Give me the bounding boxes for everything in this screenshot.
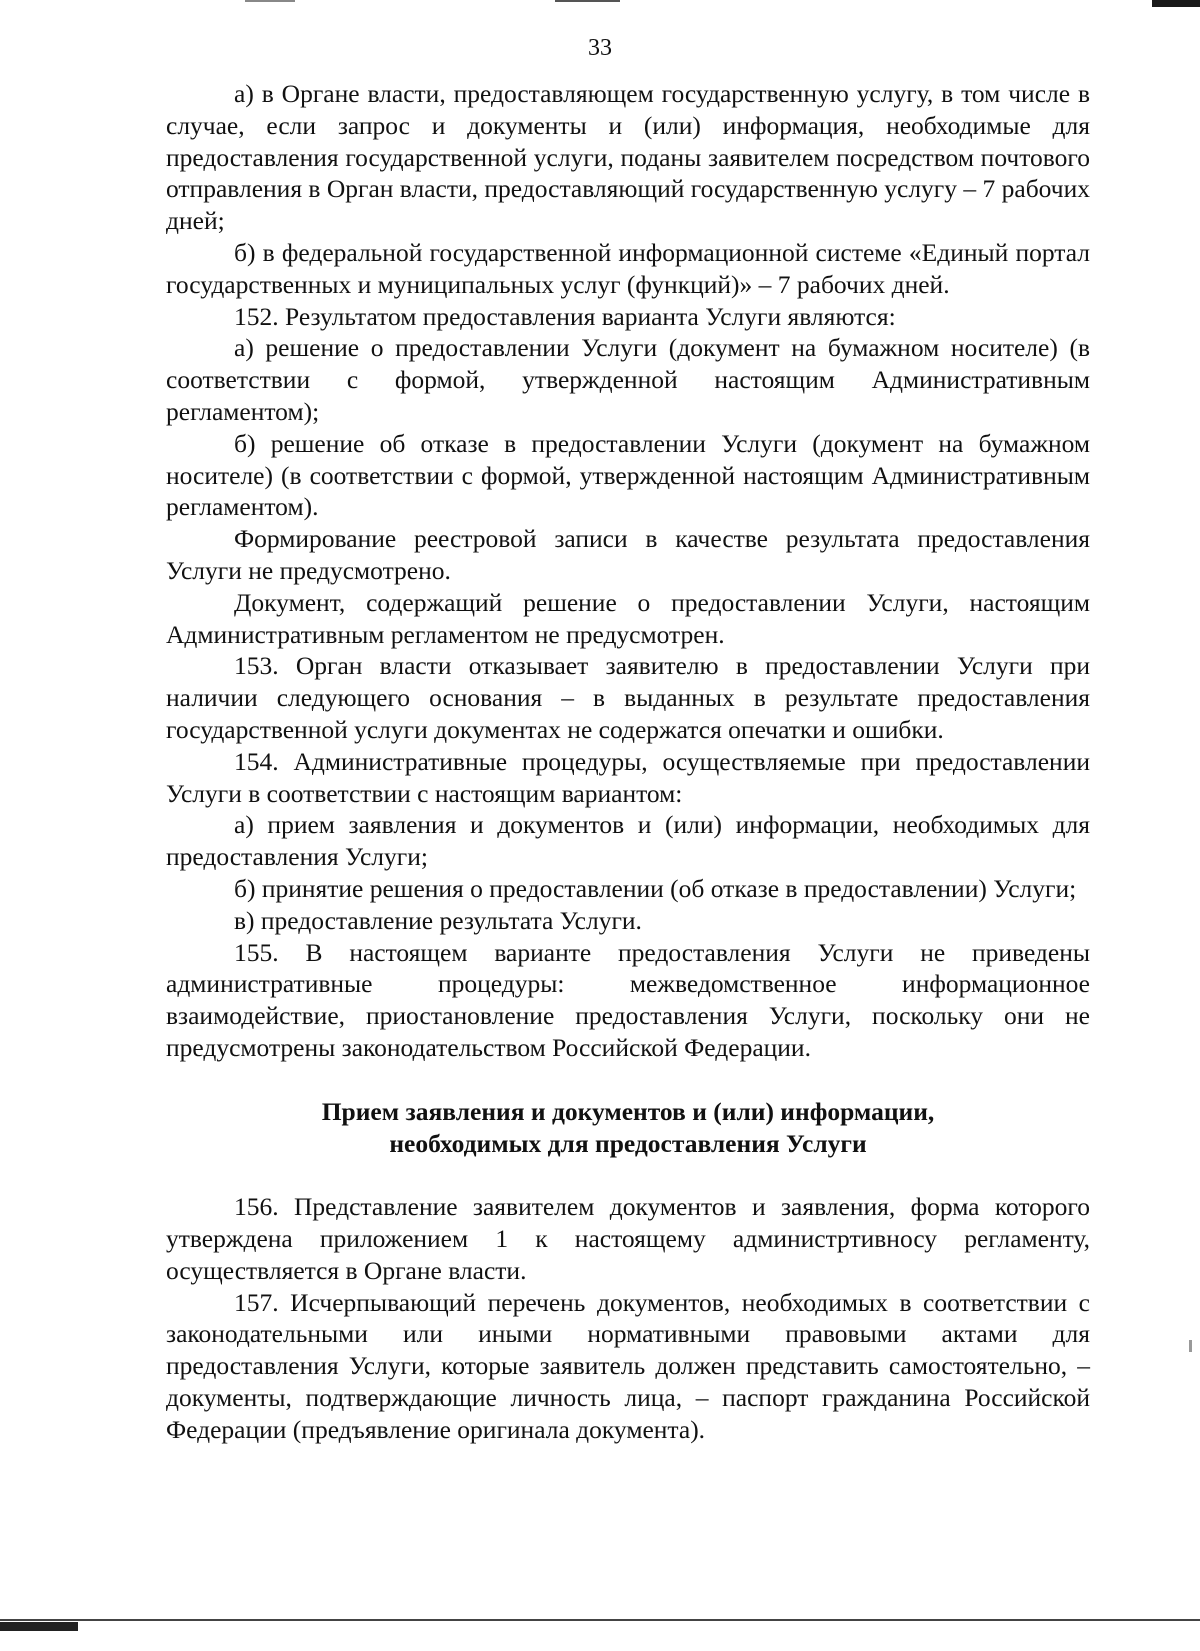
document-body [166,78,1090,1446]
paragraph-156: 156. Представление заявителем документов и заявления, форма которого утверждена приложением 1 к настоящему администртивносу регламенту, осуществляется в Органе власти. [166,1192,1090,1285]
paragraph-decision-document: Документ, содержащий решение о предоставлении Услуги, настоящим Административным регламентом не предусмотрен. [166,587,1090,649]
paragraph-153: 153. Орган власти отказывает заявителю в предоставлении Услуги при наличии следующего основания – в выданных в результате предоставления государственной услуги документах не содержатся опечатки и ошибки. [166,651,1090,744]
paragraph-151a: а) в Органе власти, предоставляющем государственную услугу, в том числе в случае, если запрос и документы и (или) информация, необходимые для предоставления государственной услуги, поданы заявителем посредством почтового отправления в Орган власти, предоставляющий государственную услугу – 7 рабочих дней; [166,79,1090,236]
paragraph-152b: б) решение об отказе в предоставлении Услуги (документ на бумажном носителе) (в соответствии с формой, утвержденной настоящим Административным регламентом). [166,428,1090,522]
scan-artifact-top-left [245,0,295,2]
paragraph-157: 157. Исчерпывающий перечень документов, необходимых в соответствии с законодательными или иными нормативными правовыми актами для предоставления Услуги, которые заявитель должен представить самостоятельно, – документы, подтверждающие личность лица, – паспорт гражданина Российской Федерации (предъявление оригинала документа). [166,1287,1090,1444]
scan-artifact-bottom-left [0,1622,78,1631]
paragraph-155: 155. В настоящем варианте предоставления Услуги не приведены административные процедуры: межведомственное информационное взаимодействие, приостановление предоставления Услуги, поскольку они не предусмотрены законодательством Российской Федерации. [166,937,1090,1062]
section-heading-line-1: Прием заявления и документов и (или) информации, [321,1096,935,1126]
paragraph-154: 154. Административные процедуры, осуществляемые при предоставлении Услуги в соответствии с настоящим вариантом: [166,746,1090,808]
section-heading-line-2: необходимых для предоставления Услуги [389,1128,867,1158]
paragraph-152a: а) решение о предоставлении Услуги (документ на бумажном носителе) (в соответствии с формой, утвержденной настоящим Административным регламентом); [166,333,1090,426]
paragraph-154c: в) предоставление результата Услуги. [234,905,642,935]
paragraph-registry-record: Формирование реестровой записи в качестве результата предоставления Услуги не предусмотрено. [166,524,1090,585]
scan-artifact-top-center [555,0,620,2]
paragraph-151b: б) в федеральной государственной информационной системе «Единый портал государственных и муниципальных услуг (функций)» – 7 рабочих дней. [166,237,1090,299]
scan-artifact-top-right [1152,0,1200,7]
paragraph-152: 152. Результатом предоставления варианта Услуги являются: [234,301,896,331]
section-heading [166,1096,1090,1160]
scan-artifact-bottom-line [0,1619,1200,1621]
paragraph-154a: а) прием заявления и документов и (или) информации, необходимых для предоставления Услуги; [166,810,1090,872]
scan-artifact-right [1189,1340,1192,1352]
paragraph-154b: б) принятие решения о предоставлении (об отказе в предоставлении) Услуги; [234,873,1077,903]
page-number: 33 [588,35,612,61]
